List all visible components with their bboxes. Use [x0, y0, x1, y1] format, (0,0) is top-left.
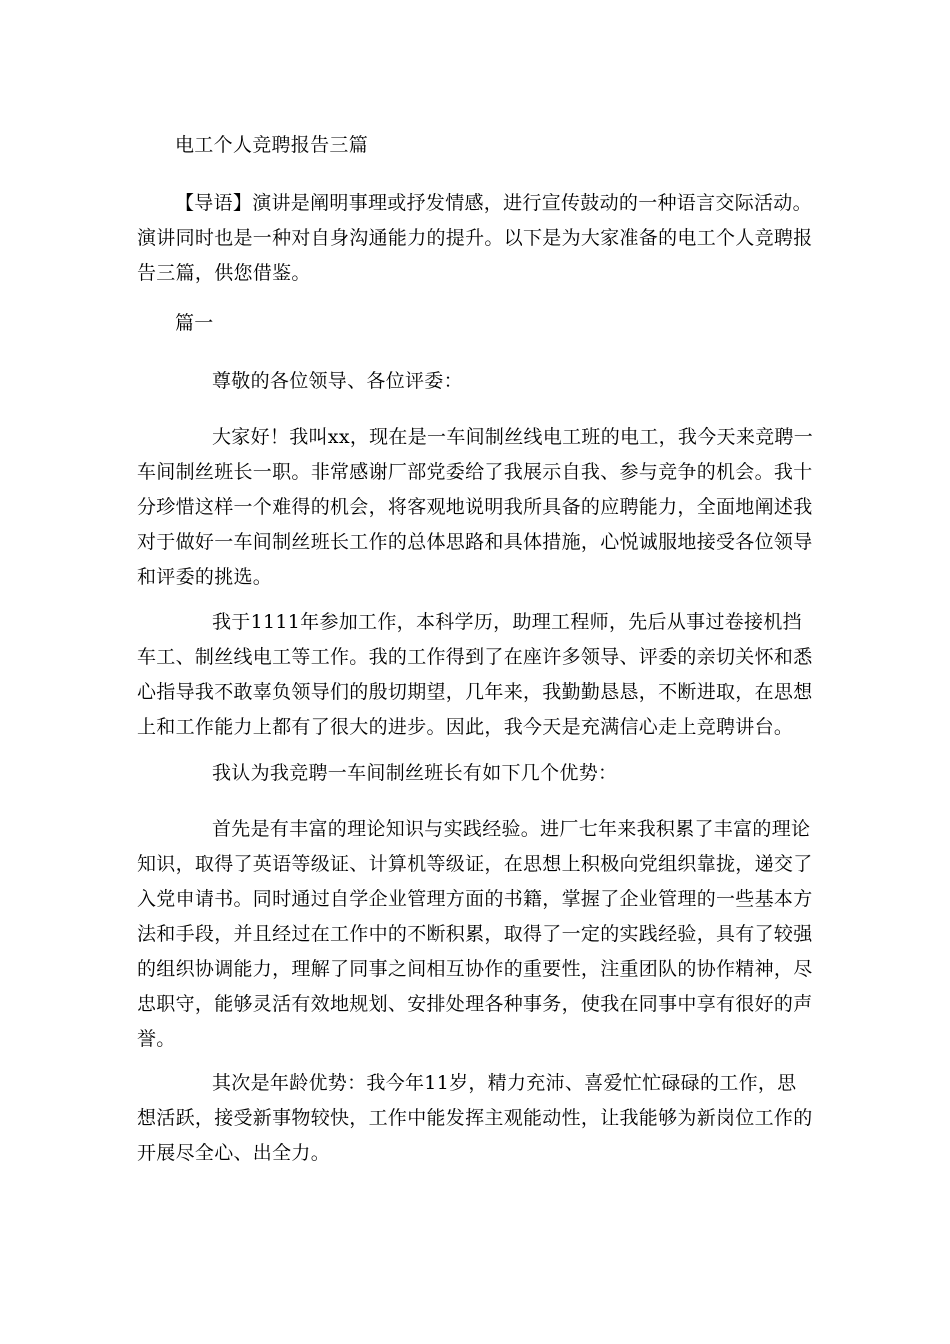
body-paragraph: 首先是有丰富的理论知识与实践经验。进厂七年来我积累了丰富的理论知识，取得了英语等级证、计算机等级证，在思想上积极向党组织靠拢，递交了入党申请书。同时通过自学企业管理方面的书籍，掌握了企业管理的一些基本方法和手段，并且经过在工作中的不断积累，取得了一定的实践经验，具有了较强的组织协调能力，理解了同事之间相互协作的重要性，注重团队的协作精神，尽忠职守，能够灵活有效地规划、安排处理各种事务，使我在同事中享有很好的声誉。	[137, 818, 813, 1050]
body-paragraph: 其次是年龄优势：我今年11岁，精力充沛、喜爱忙忙碌碌的工作，思想活跃，接受新事物较快，工作中能发挥主观能动性，让我能够为新岗位工作的开展尽全心、出全力。	[137, 1072, 813, 1164]
lead-paragraph: 【导语】演讲是阐明事理或抒发情感，进行宣传鼓动的一种语言交际活动。演讲同时也是一种对自身沟通能力的提升。以下是为大家准备的电工个人竞聘报告三篇，供您借鉴。	[137, 192, 813, 284]
body-paragraph: 我认为我竞聘一车间制丝班长有如下几个优势：	[212, 762, 618, 784]
body-paragraph: 我于1111年参加工作，本科学历，助理工程师，先后从事过卷接机挡车工、制丝线电工等工作。我的工作得到了在座许多领导、评委的亲切关怀和悉心指导我不敢辜负领导们的殷切期望，几年来，我勤勤恳恳，不断进取，在思想上和工作能力上都有了很大的进步。因此，我今天是充满信心走上竞聘讲台。	[137, 611, 813, 738]
body-paragraph: 大家好！我叫xx，现在是一车间制丝线电工班的电工，我今天来竞聘一车间制丝班长一职。非常感谢厂部党委给了我展示自我、参与竞争的机会。我十分珍惜这样一个难得的机会，将客观地说明我所具备的应聘能力，全面地阐述我对于做好一车间制丝班长工作的总体思路和具体措施，心悦诚服地接受各位领导和评委的挑选。	[137, 426, 814, 588]
section-label: 篇一	[175, 312, 214, 334]
document-title: 电工个人竞聘报告三篇	[175, 134, 369, 156]
salutation-paragraph: 尊敬的各位领导、各位评委：	[212, 370, 463, 392]
